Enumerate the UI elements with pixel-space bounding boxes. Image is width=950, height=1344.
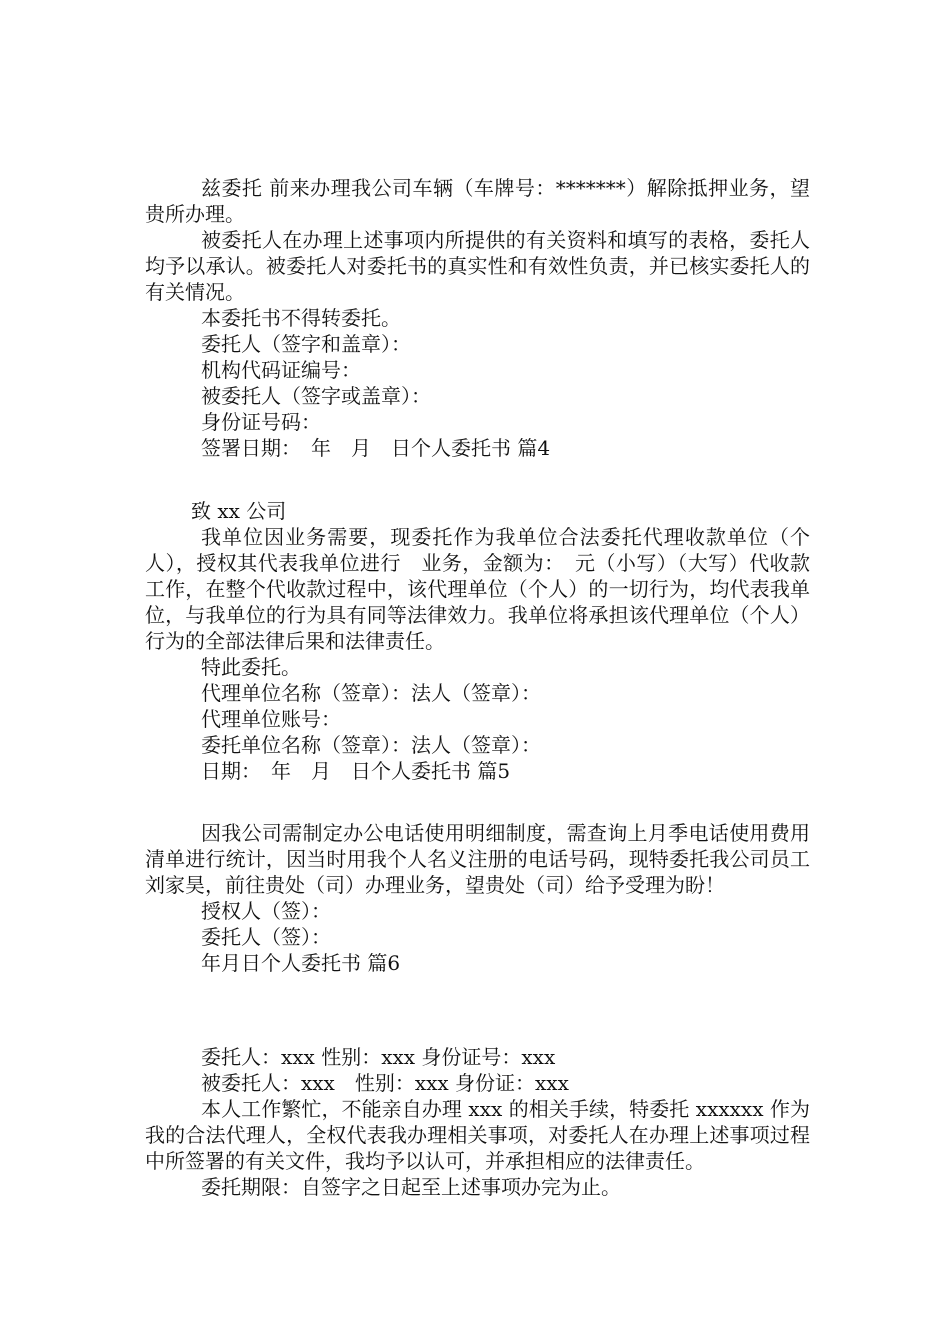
text-line: 机构代码证编号： <box>201 358 361 382</box>
text-line: 被委托人：xxx 性别：xxx 身份证：xxx <box>201 1071 569 1095</box>
body-paragraph: 兹委托 前来办理我公司车辆（车牌号：*******）解除抵押业务，望贵所办理。 <box>145 176 810 226</box>
section-vehicle-mortgage <box>145 175 810 461</box>
text-line: 委托人（签字和盖章）： <box>201 332 411 356</box>
body-paragraph: 因我公司需制定办公电话使用明细制度，需查询上月季电话使用费用清单进行统计，因当时用我个人名义注册的电话号码，现特委托我公司员工刘家昊，前往贵处（司）办理业务，望贵处（司）给予受理为盼！ <box>145 821 810 897</box>
text-line: 代理单位账号： <box>201 707 341 731</box>
date-line: 年月日个人委托书 篇6 <box>201 951 401 975</box>
text-line: 特此委托。 <box>201 655 301 679</box>
body-paragraph: 被委托人在办理上述事项内所提供的有关资料和填写的表格，委托人均予以承认。被委托人对委托书的真实性和有效性负责，并已核实委托人的有关情况。 <box>145 228 810 304</box>
signing-date-line: 签署日期： 年 月 日个人委托书 篇4 <box>201 436 551 460</box>
section-payment-collection <box>145 498 810 784</box>
text-line: 身份证号码： <box>201 410 321 434</box>
section-personal-agent <box>145 1044 810 1200</box>
section-phone-records <box>145 820 810 976</box>
text-line: 委托人（签）： <box>201 925 331 949</box>
text-line: 委托单位名称（签章）：法人（签章）： <box>201 733 541 757</box>
body-paragraph: 本人工作繁忙，不能亲自办理 xxx 的相关手续，特委托 xxxxxx 作为我的合法代理人，全权代表我办理相关事项，对委托人在办理上述事项过程中所签署的有关文件，我均予以认可，并承担相应的法律责任。 <box>145 1097 810 1173</box>
body-paragraph: 我单位因业务需要，现委托作为我单位合法委托代理收款单位（个人），授权其代表我单位进行 业务，金额为： 元（小写）（大写）代收款工作，在整个代收款过程中，该代理单位（个人）的一切行为，均代表我单位，与我单位的行为具有同等法律效力。我单位将承担该代理单位（个人）行为的全部法律后果和法律责任。 <box>145 525 810 653</box>
text-line: 代理单位名称（签章）：法人（签章）： <box>201 681 541 705</box>
text-line: 被委托人（签字或盖章）： <box>201 384 431 408</box>
text-line: 授权人（签）： <box>201 899 331 923</box>
text-line: 委托人：xxx 性别：xxx 身份证号：xxx <box>201 1045 556 1069</box>
text-line: 委托期限：自签字之日起至上述事项办完为止。 <box>201 1175 621 1199</box>
addressee-line: 致 xx 公司 <box>191 499 287 523</box>
text-line: 本委托书不得转委托。 <box>201 306 401 330</box>
date-line: 日期： 年 月 日个人委托书 篇5 <box>201 759 511 783</box>
